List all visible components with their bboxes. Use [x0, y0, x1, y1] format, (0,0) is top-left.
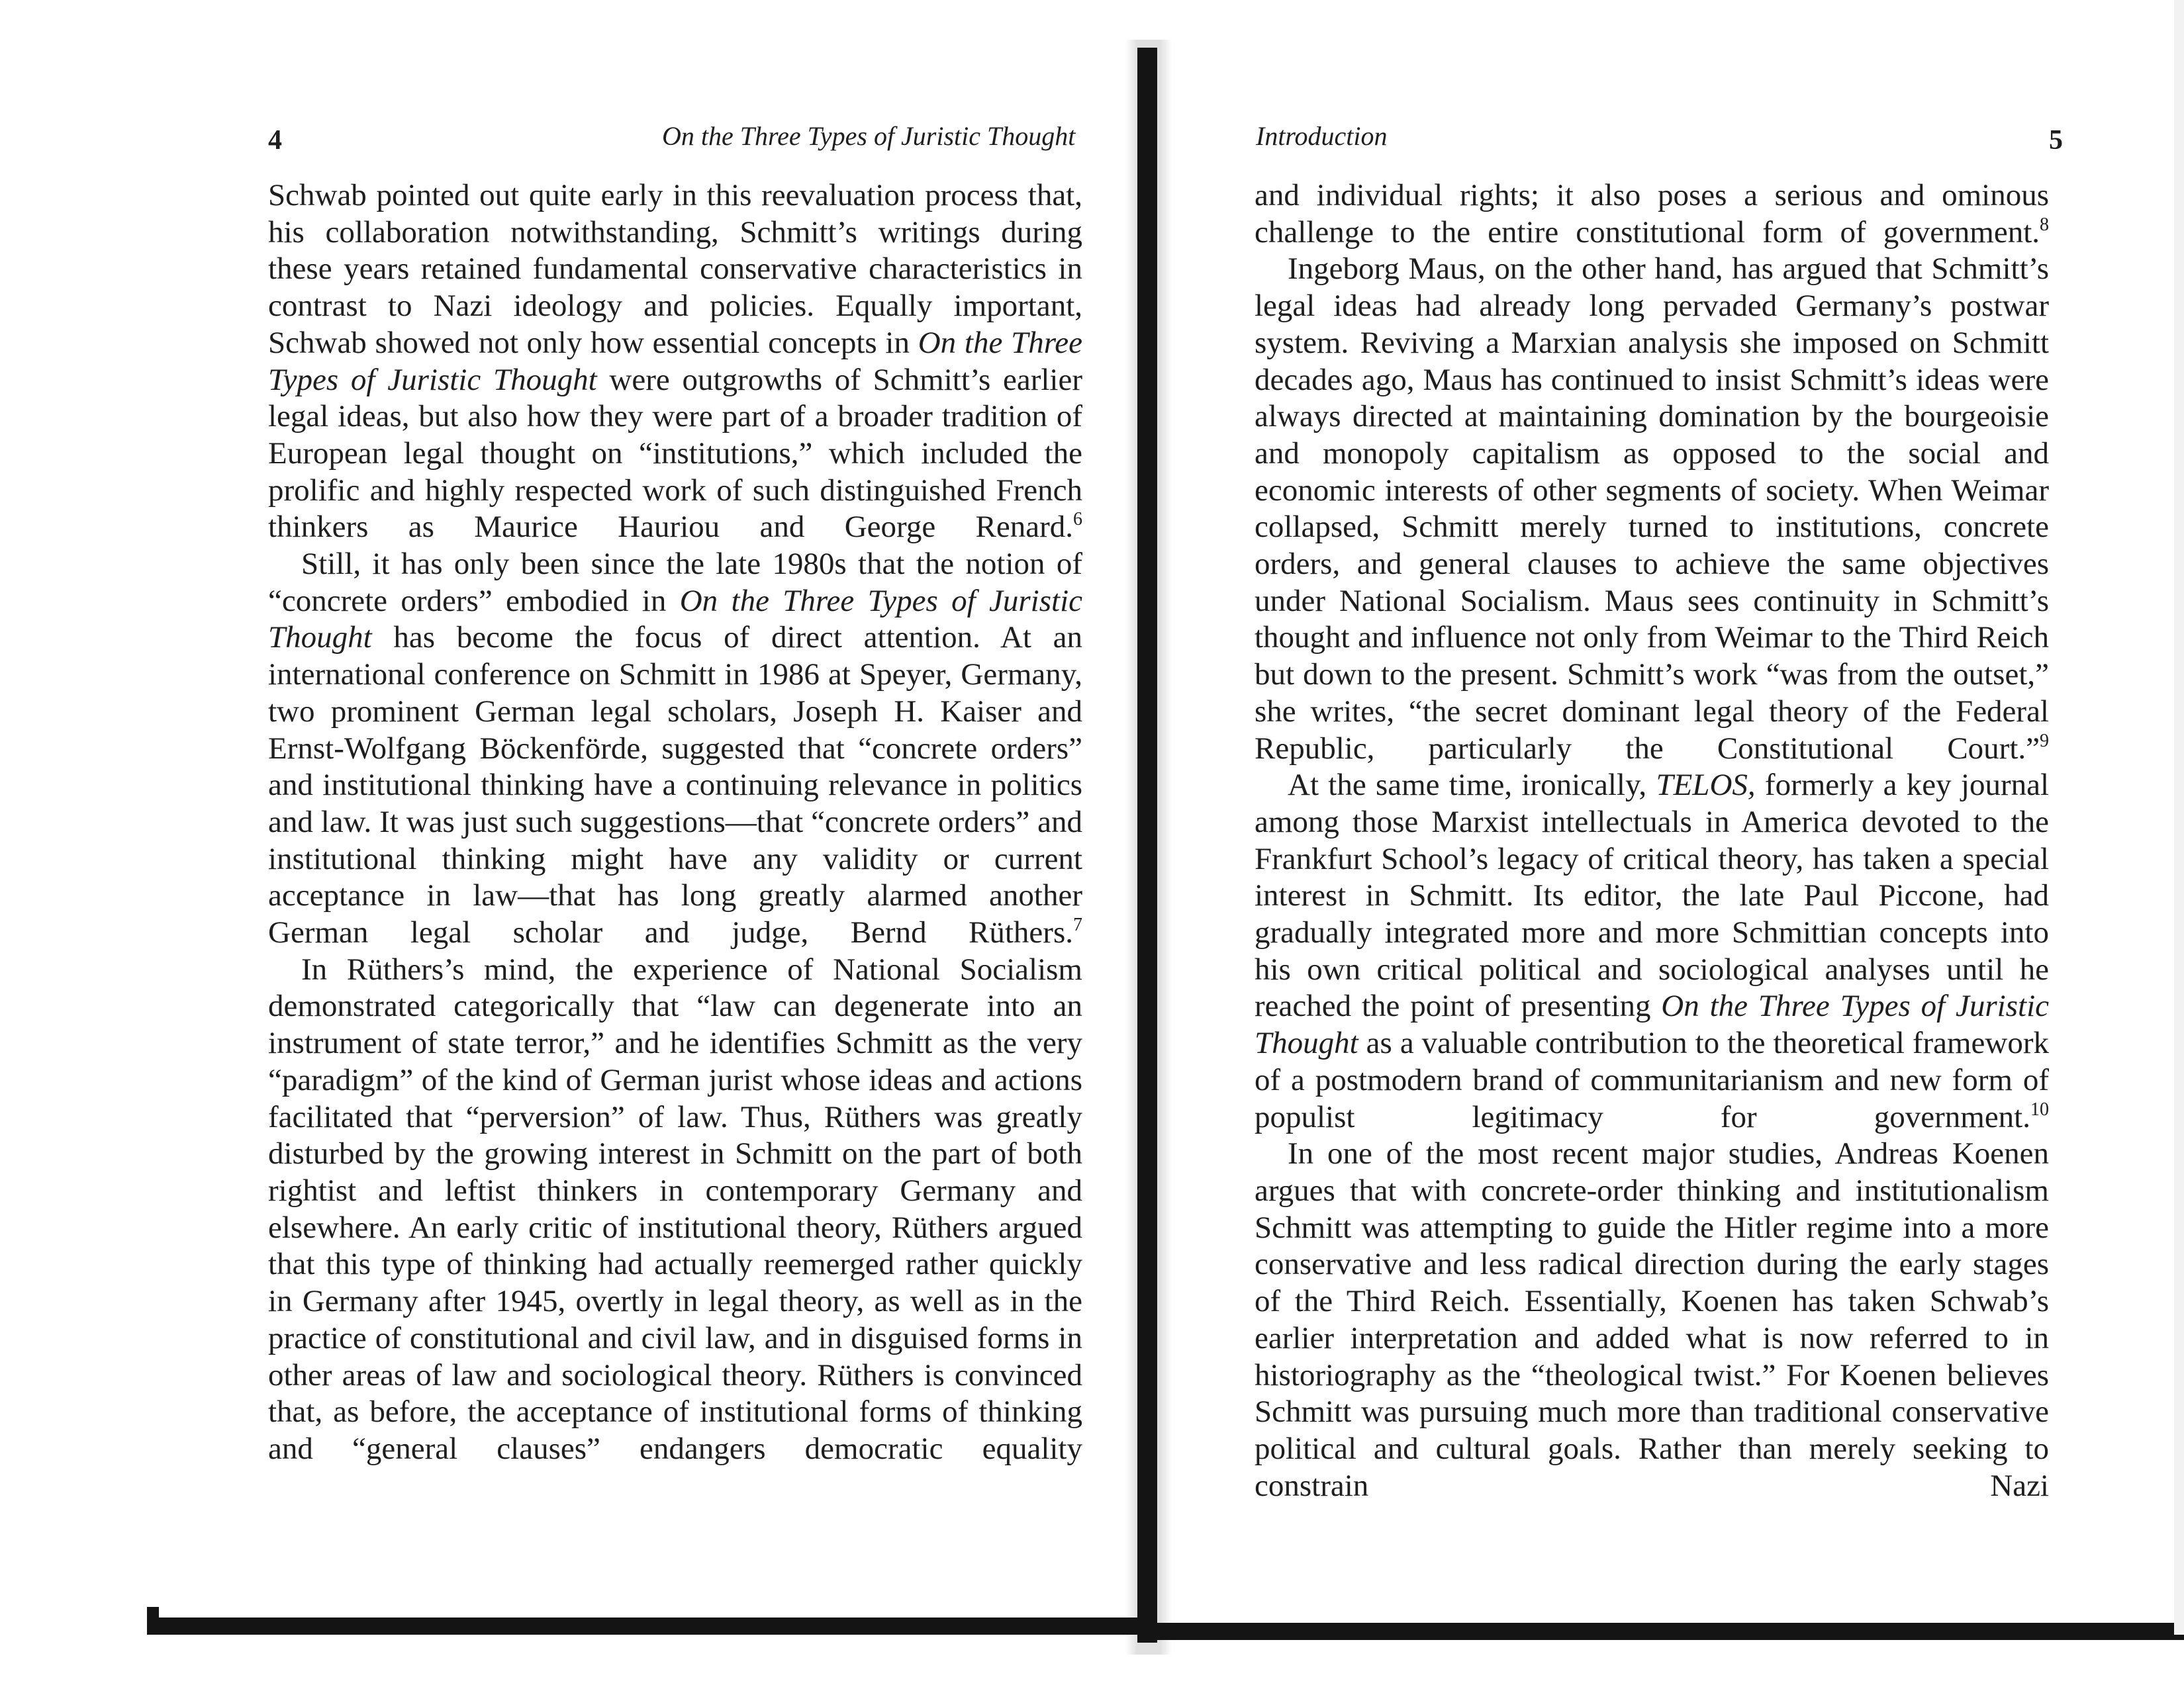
footnote-ref: 6 — [1073, 509, 1082, 530]
body-text — [268, 177, 1082, 1468]
page-number: 4 — [268, 125, 282, 156]
running-head: On the Three Types of Juristic Thought — [662, 121, 1076, 151]
page-number: 5 — [2049, 125, 2063, 156]
footnote-ref: 10 — [2030, 1099, 2049, 1120]
running-head: Introduction — [1256, 121, 1388, 151]
footnote-ref: 8 — [2040, 214, 2049, 235]
body-text — [1255, 177, 2049, 1504]
footnote-ref: 7 — [1073, 915, 1082, 936]
paragraph: In Rüthers’s mind, the experience of National Socialism demonstrated categorically that “law can degenerate into an instrument of state terror,” and he identifies Schmitt as the very “paradigm” of the kind of German jurist whose ideas and actions facilitated that “perversion” of law. Thus, Rüthers was greatly disturbed by the growing interest in Schmitt on the part of both rightist and leftist thinkers in contemporary Germany and elsewhere. An early critic of institutional theory, Rüthers argued that this type of thinking had actually reemerged rather quickly in Germany after 1945, overtly in legal theory, as well as in the practice of constitutional and civil law, and in disguised forms in other areas of law and sociological theory. Rüthers is convinced that, as before, the acceptance of institutional forms of thinking and “general clauses” endangers democratic equality — [268, 952, 1082, 1466]
paragraph: Schwab pointed out quite early in this reevaluation process that, his collaboration notwithstanding, Schmitt’s writings during these years retained fundamental conservative characteristics in contrast to Nazi ideology and policies. Equally important, Schwab showed not only how essential concepts in On the Three Types of Juristic Thought were outgrowths of Schmitt’s earlier legal ideas, but also how they were part of a broader tradition of European legal thought on “institutions,” which included the prolific and highly respected work of such distinguished French thinkers as Maurice Hauriou and George Renard.$^6$ — [268, 178, 1082, 545]
paragraph: Still, it has only been since the late 1980s that the notion of “concrete orders” embodied in On the Three Types of Juristic Thought has become the focus of direct attention. At an international conference on Schmitt in 1986 at Speyer, Germany, two prominent German legal scholars, Joseph H. Kaiser and Ernst-Wolfgang Böckenförde, suggested that “concrete orders” and institutional thinking have a continuing relevance in politics and law. It was just such suggestions—that “concrete orders” and institutional thinking might have any validity or current acceptance in law—that has long greatly alarmed another German legal scholar and judge, Bernd Rüthers.$^7$ — [268, 547, 1083, 950]
paragraph: In one of the most recent major studies, Andreas Koenen argues that with concrete-order thinking and institutionalism Schmitt was attempting to guide the Hitler regime into a more conservative and less radical direction during the early stages of the Third Reich. Essentially, Koenen has taken Schwab’s earlier interpretation and added what is now referred to in historiography as the “theological twist.” For Koenen believes Schmitt was pursuing much more than traditional conservative political and cultural goals. Rather than merely seeking to constrain Nazi — [1255, 1136, 2049, 1503]
paragraph: and individual rights; it also poses a serious and ominous challenge to the entire constitutional form of government.$^8$ — [1255, 178, 2049, 250]
paragraph: At the same time, ironically, TELOS, formerly a key journal among those Marxist intellectuals in America devoted to the Frankfurt School’s legacy of critical theory, has taken a special interest in Schmitt. Its editor, the late Paul Piccone, had gradually integrated more and more Schmittian concepts into his own critical political and sociological analyses until he reached the point of presenting On the Three Types of Juristic Thought as a valuable contribution to the theoretical framework of a postmodern brand of communitarianism and new form of populist legitimacy for government.$^{10}$ — [1255, 768, 2050, 1134]
paragraph: Ingeborg Maus, on the other hand, has argued that Schmitt’s legal ideas had already long pervaded Germany’s postwar system. Reviving a Marxian analysis she imposed on Schmitt decades ago, Maus has continued to insist Schmitt’s ideas were always directed at maintaining domination by the bourgeoisie and monopoly capitalism as opposed to the social and economic interests of other segments of society. When Weimar collapsed, Schmitt merely turned to institutions, concrete orders, and general clauses to achieve the same objectives under National Socialism. Maus sees continuity in Schmitt’s thought and influence not only from Weimar to the Third Reich but down to the present. Schmitt’s work “was from the outset,” she writes, “the secret dominant legal theory of the Federal Republic, particularly the Constitutional Court.”$^9$ — [1255, 251, 2049, 766]
footnote-ref: 9 — [2040, 730, 2049, 751]
